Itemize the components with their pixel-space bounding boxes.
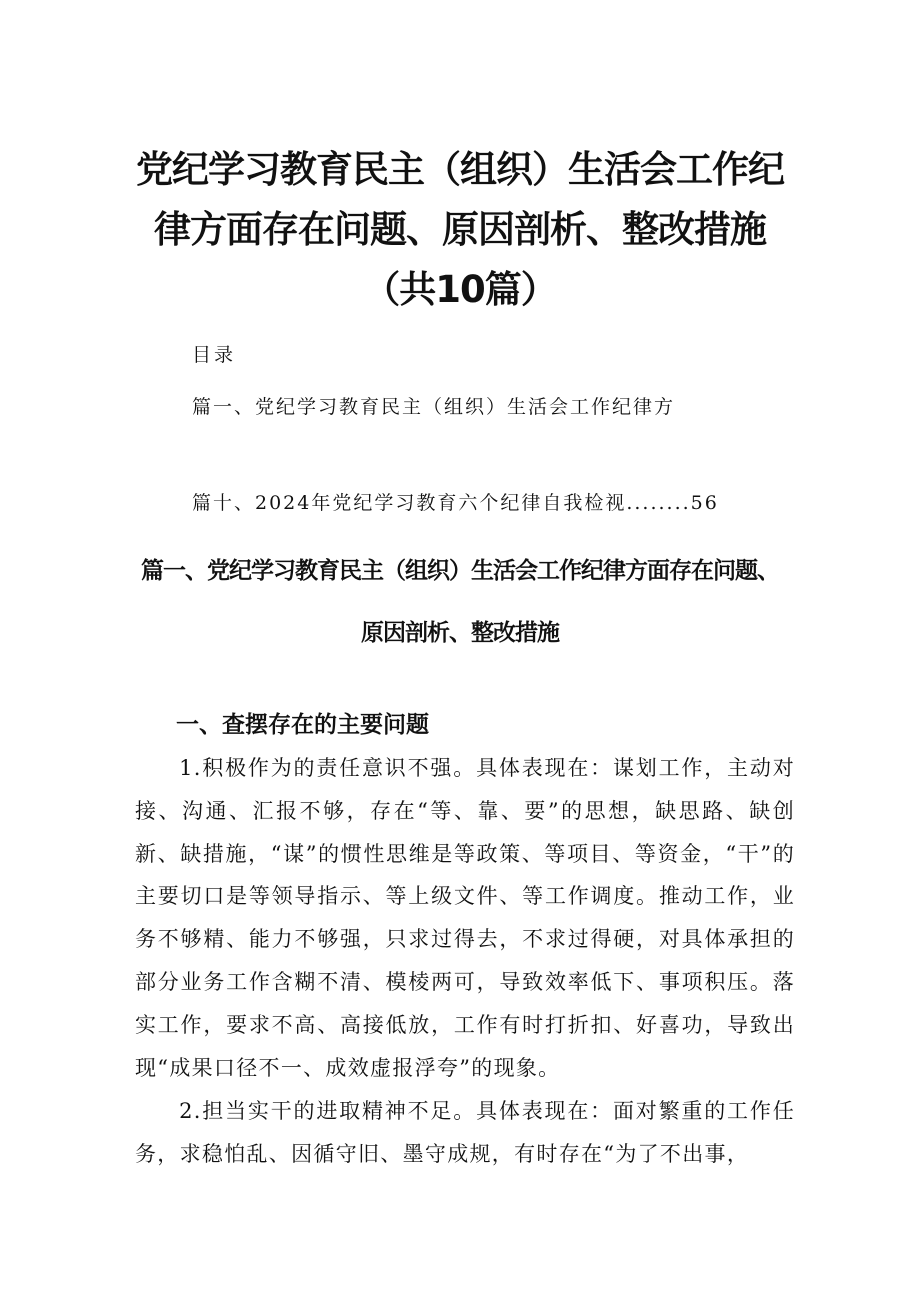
- section-title: 篇一、党纪学习教育民主（组织）生活会工作纪律方面存在问题、原因剖析、整改措施: [141, 558, 779, 646]
- paragraph-1: 1.积极作为的责任意识不强。具体表现在：谋划工作，主动对接、沟通、汇报不够，存在“等、靠、要”的思想，缺思路、缺创新、缺措施，“谋”的惯性思维是等政策、等项目、等资金，“干”的主要切口是等领导指示、等上级文件、等工作调度。推动工作，业务不够精、能力不够强，只求过得去，不求过得硬，对具体承担的部分业务工作含糊不清、模棱两可，导致效率低下、事项积压。落实工作，要求不高、高接低放，工作有时打折扣、好喜功，导致出现“成果口径不一、成效虚报浮夸”的现象。: [135, 756, 795, 1080]
- toc-entry-1[interactable]: 篇一、党纪学习教育民主（组织）生活会工作纪律方: [192, 396, 676, 418]
- document-title: 党纪学习教育民主（组织）生活会工作纪律方面存在问题、原因剖析、整改措施（共10篇）: [136, 148, 784, 311]
- paragraph-2: 2.担当实干的进取精神不足。具体表现在：面对繁重的工作任务，求稳怕乱、因循守旧、墨守成规，有时存在“为了不出事，: [135, 1099, 795, 1166]
- sub-heading: 一、查摆存在的主要问题: [176, 712, 429, 738]
- toc-heading: 目录: [192, 344, 237, 366]
- toc-entry-10[interactable]: 篇十、2024年党纪学习教育六个纪律自我检视........56: [192, 492, 719, 514]
